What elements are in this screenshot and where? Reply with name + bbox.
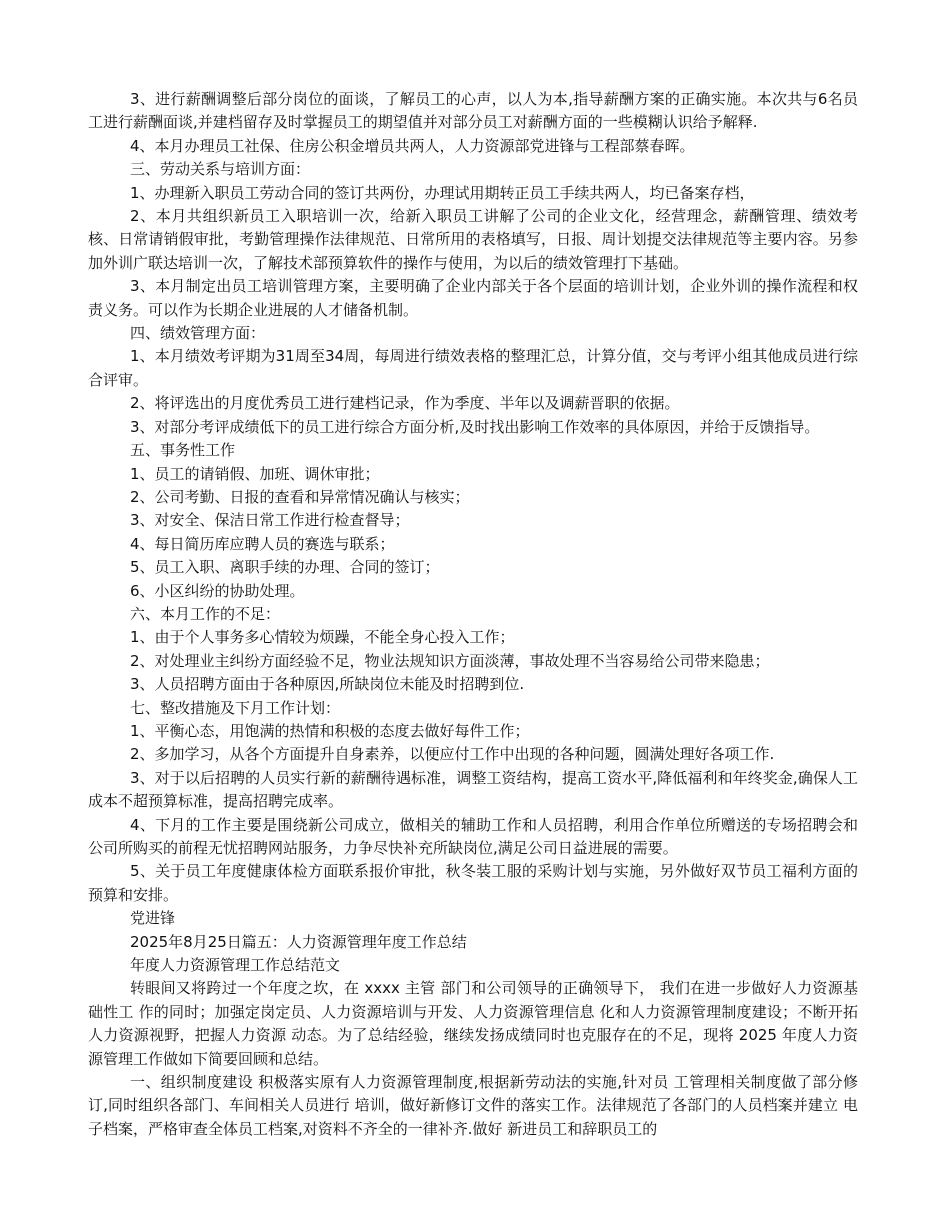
document-title: 年度人力资源管理工作总结范文 bbox=[130, 956, 341, 975]
list-item: 6、小区纠纷的协助处理。 bbox=[130, 581, 305, 600]
paragraph: 4、本月办理员工社保、住房公积金增员共两人，人力资源部党进锋与工程部蔡春晖。 bbox=[130, 136, 695, 155]
list-item: 2、多加学习，从各个方面提升自身素养，以便应付工作中出现的各种问题，圆满处理好各项工作. bbox=[130, 745, 775, 764]
list-item: 2、公司考勤、日报的查看和异常情况确认与核实； bbox=[130, 487, 470, 506]
paragraph: 1、本月绩效考评期为31周至34周，每周进行绩效表格的整理汇总，计算分值，交与考评小组其他成员进行综合评审。 bbox=[88, 347, 858, 389]
paragraph: 3、进行薪酬调整后部分岗位的面谈，了解员工的心声，以人为本,指导薪酬方案的正确实施。本次共与6名员工进行薪酬面谈,并建档留存及时掌握员工的期望值并对部分员工对薪酬方面的一些模糊认识给予解释. bbox=[88, 90, 858, 132]
paragraph: 2、将评选出的月度优秀员工进行建档记录，作为季度、半年以及调薪晋职的依据。 bbox=[130, 394, 680, 413]
paragraph: 3、对部分考评成绩低下的员工进行综合方面分析,及时找出影响工作效率的具体原因，并给于反馈指导。 bbox=[130, 417, 820, 436]
section-heading: 四、绩效管理方面： bbox=[130, 324, 266, 343]
list-item: 1、员工的请销假、加班、调休审批； bbox=[130, 464, 380, 483]
section-heading: 三、劳动关系与培训方面： bbox=[130, 160, 311, 179]
list-item: 3、人员招聘方面由于各种原因,所缺岗位未能及时招聘到位. bbox=[130, 675, 525, 694]
paragraph: 转眼间又将跨过一个年度之坎，在 xxxx 主管 部门和公司领导的正确领导下， 我们在进一步做好人力资源基础性工 作的同时；加强定岗定员、人力资源培训与开发、人力资源管理信息 化和人力资源管理制度建设；不断开拓人力资源视野，把握人力资源 动态。为了总结经验，继续发扬成绩同时也克服存在的不足，现将 2025 年度人力资源管理工作做如下简要回顾和总结。 bbox=[88, 979, 858, 1068]
signature-name: 党进锋 bbox=[130, 909, 176, 928]
paragraph: 4、下月的工作主要是围绕新公司成立，做相关的辅助工作和人员招聘，利用合作单位所赠送的专场招聘会和公司所购买的前程无忧招聘网站服务，力争尽快补充所缺岗位,满足公司日益进展的需要。 bbox=[88, 815, 858, 857]
list-item: 1、由于个人事务多心情较为烦躁，不能全身心投入工作； bbox=[130, 628, 515, 647]
list-item: 5、员工入职、离职手续的办理、合同的签订； bbox=[130, 558, 440, 577]
paragraph: 3、本月制定出员工培训管理方案，主要明确了企业内部关于各个层面的培训计划，企业外训的操作流程和权责义务。可以作为长期企业进展的人才储备机制。 bbox=[88, 277, 858, 319]
paragraph: 2、本月共组织新员工入职培训一次，给新入职员工讲解了公司的企业文化，经营理念，薪酬管理、绩效考核、日常请销假审批，考勤管理操作法律规范、日常所用的表格填写，日报、周计划提交法律规范等主要内容。另参加外训广联达培训一次，了解技术部预算软件的操作与使用，为以后的绩效管理打下基础。 bbox=[88, 207, 858, 272]
list-item: 2、对处理业主纠纷方面经验不足，物业法规知识方面淡薄，事故处理不当容易给公司带来隐患； bbox=[130, 651, 770, 670]
paragraph: 3、对于以后招聘的人员实行新的薪酬待遇标准，调整工资结构，提高工资水平,降低福利和年终奖金,确保人工成本不超预算标准，提高招聘完成率。 bbox=[88, 768, 858, 811]
paragraph: 5、关于员工年度健康体检方面联系报价审批，秋冬装工服的采购计划与实施，另外做好双节员工福利方面的预算和安排。 bbox=[88, 862, 858, 904]
list-item: 1、平衡心态，用饱满的热情和积极的态度去做好每件工作； bbox=[130, 721, 530, 740]
section-heading: 六、本月工作的不足： bbox=[130, 604, 281, 623]
section-heading: 七、整改措施及下月工作计划： bbox=[130, 698, 341, 717]
section-heading: 五、事务性工作 bbox=[130, 441, 236, 460]
date-and-section-title: 2025年8月25日篇五：人力资源管理年度工作总结 bbox=[130, 932, 467, 951]
list-item: 3、对安全、保洁日常工作进行检查督导； bbox=[130, 511, 410, 530]
list-item: 4、每日简历库应聘人员的赛选与联系； bbox=[130, 534, 395, 553]
paragraph: 一、组织制度建设 积极落实原有人力资源管理制度,根据新劳动法的实施,针对员 工管理相关制度做了部分修订,同时组织各部门、车间相关人员进行 培训，做好新修订文件的落实工作。法律规范了各部门的人员档案并建立 电子档案，严格审查全体员工档案,对资料不齐全的一律补齐.做好 新进员工和辞职员工的 bbox=[88, 1073, 858, 1138]
paragraph: 1、办理新入职员工劳动合同的签订共两份，办理试用期转正员工手续共两人，均已备案存档， bbox=[130, 183, 755, 202]
